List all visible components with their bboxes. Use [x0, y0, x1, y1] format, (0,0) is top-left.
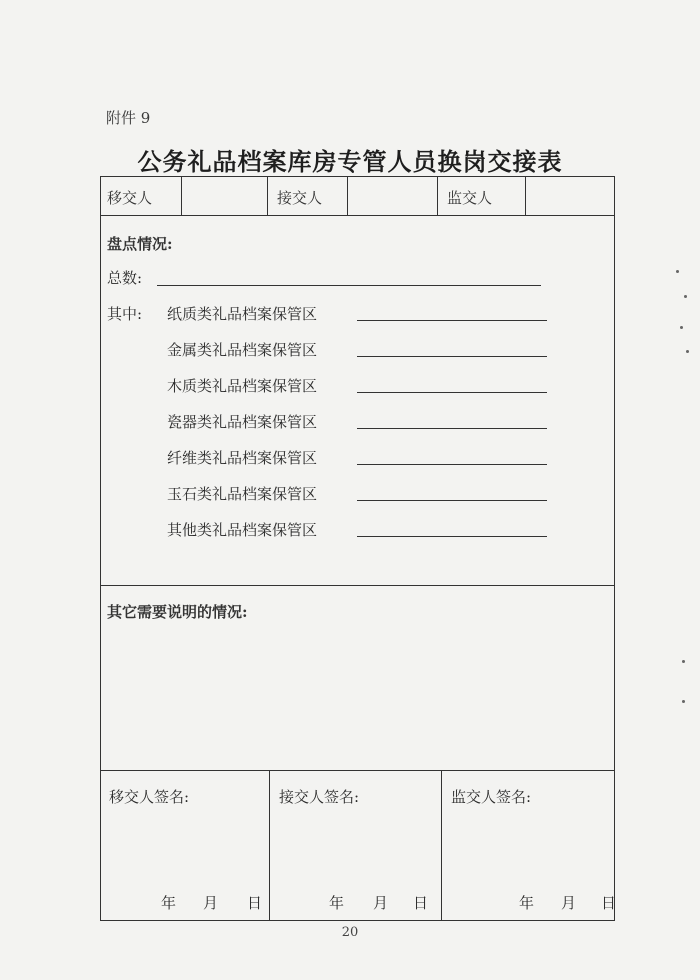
divider	[437, 177, 438, 215]
month-label: 月	[561, 894, 577, 912]
of-which-label: 其中:	[107, 305, 143, 323]
scan-speck	[682, 660, 685, 663]
month-label: 月	[373, 894, 389, 912]
zone-field[interactable]	[357, 464, 547, 465]
attachment-label: 附件 9	[106, 109, 151, 127]
notes-label: 其它需要说明的情况:	[107, 603, 248, 621]
scan-speck	[680, 326, 683, 329]
notes-section[interactable]	[101, 585, 614, 771]
inventory-title: 盘点情况:	[107, 235, 173, 253]
day-label: 日	[247, 894, 263, 912]
day-label: 日	[601, 894, 617, 912]
signature-section	[101, 770, 617, 920]
zone-label: 木质类礼品档案保管区	[167, 377, 318, 395]
divider	[267, 177, 268, 215]
transferor-signature-label: 移交人签名:	[109, 788, 190, 806]
inventory-section	[101, 215, 614, 586]
divider	[269, 770, 270, 920]
zone-label: 玉石类礼品档案保管区	[167, 485, 318, 503]
year-label: 年	[161, 894, 177, 912]
day-label: 日	[413, 894, 429, 912]
month-label: 月	[203, 894, 219, 912]
page-number: 20	[341, 925, 359, 940]
handover-form	[100, 176, 615, 921]
header-row	[101, 177, 614, 216]
zone-label: 纸质类礼品档案保管区	[167, 305, 318, 323]
supervisor-signature-label: 监交人签名:	[451, 788, 532, 806]
zone-field[interactable]	[357, 500, 547, 501]
zone-label: 金属类礼品档案保管区	[167, 341, 318, 359]
scan-speck	[684, 295, 687, 298]
page-title: 公务礼品档案库房专管人员换岗交接表	[137, 147, 563, 176]
zone-label: 瓷器类礼品档案保管区	[167, 413, 318, 431]
divider	[441, 770, 442, 920]
zone-label: 其他类礼品档案保管区	[167, 521, 318, 539]
total-field[interactable]	[157, 285, 541, 286]
divider	[181, 177, 182, 215]
receiver-label: 接交人	[277, 189, 323, 207]
scan-speck	[676, 270, 679, 273]
zone-field[interactable]	[357, 428, 547, 429]
transferor-label: 移交人	[107, 189, 153, 207]
zone-field[interactable]	[357, 536, 547, 537]
zone-label: 纤维类礼品档案保管区	[167, 449, 318, 467]
year-label: 年	[519, 894, 535, 912]
zone-field[interactable]	[357, 320, 547, 321]
zone-field[interactable]	[357, 356, 547, 357]
supervisor-label: 监交人	[447, 189, 493, 207]
divider	[347, 177, 348, 215]
scan-speck	[686, 350, 689, 353]
year-label: 年	[329, 894, 345, 912]
total-label: 总数:	[107, 269, 143, 287]
receiver-signature-label: 接交人签名:	[279, 788, 360, 806]
scan-speck	[682, 700, 685, 703]
zone-field[interactable]	[357, 392, 547, 393]
divider	[525, 177, 526, 215]
